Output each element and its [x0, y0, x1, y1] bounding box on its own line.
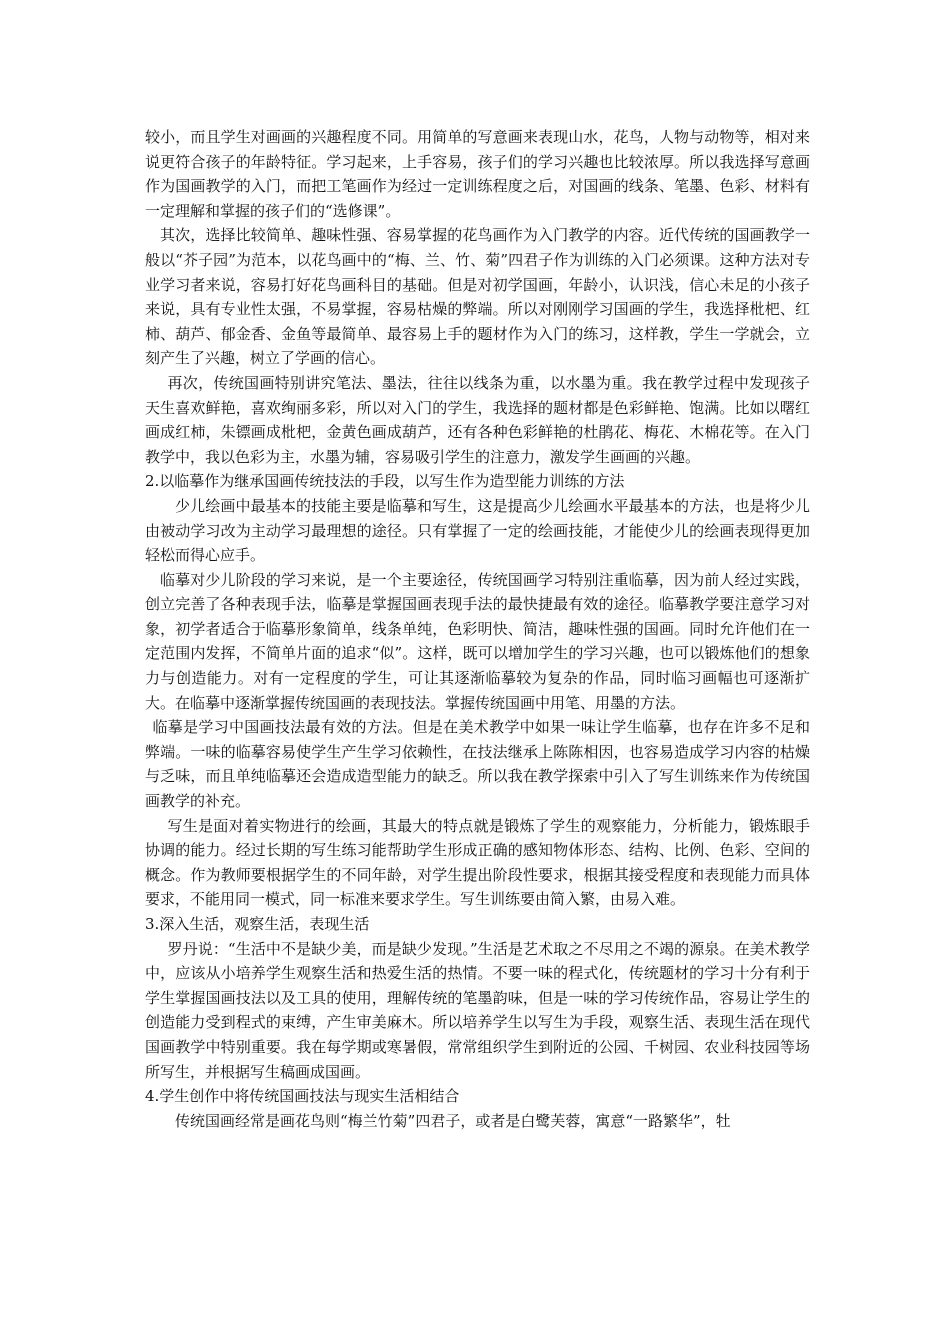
paragraph-4: 少儿绘画中最基本的技能主要是临摹和写生，这是提高少儿绘画水平最基本的方法，也是将少儿由被动学习改为主动学习最理想的途径。只有掌握了一定的绘画技能，才能使少儿的绘画表现得更加轻松而得心应手。 [145, 496, 810, 565]
paragraph-6: 临摹是学习中国画技法最有效的方法。但是在美术教学中如果一味让学生临摹，也存在许多不足和弊端。一味的临摹容易使学生产生学习依赖性，在技法继承上陈陈相因，也容易造成学习内容的枯燥与乏味，而且单纯临摹还会造成造型能力的缺乏。所以我在教学探索中引入了写生训练来作为传统国画教学的补充。 [145, 718, 810, 811]
paragraph-8: 罗丹说：“生活中不是缺少美，而是缺少发现。”生活是艺术取之不尽用之不竭的源泉。在美术教学中，应该从小培养学生观察生活和热爱生活的热情。不要一味的程式化，传统题材的学习十分有利于学生掌握国画技法以及工具的使用，理解传统的笔墨韵味，但是一味的学习传统作品，容易让学生的创造能力受到程式的束缚，产生审美麻木。所以培养学生以写生为手段，观察生活、表现生活在现代国画教学中特别重要。我在每学期或寒暑假，常常组织学生到附近的公园、千树园、农业科技园等场所写生，并根据写生稿画成国画。 [145, 939, 810, 1081]
paragraph-3: 再次，传统国画特别讲究笔法、墨法，往往以线条为重，以水墨为重。我在教学过程中发现孩子天生喜欢鲜艳，喜欢绚丽多彩，所以对入门的学生，我选择的题材都是色彩鲜艳、饱满。比如以曙红画成红柿，朱镖画成枇杷，金黄色画成葫芦，还有各种色彩鲜艳的杜鹃花、梅花、木棉花等。在入门教学中，我以色彩为主，水墨为辅，容易吸引学生的注意力，激发学生画画的兴趣。 [145, 373, 810, 466]
paragraph-2: 其次，选择比较简单、趣味性强、容易掌握的花鸟画作为入门教学的内容。近代传统的国画教学一般以“芥子园”为范本，以花鸟画中的“梅、兰、竹、菊”四君子作为训练的入门必须课。这种方法对专业学习者来说，容易打好花鸟画科目的基础。但是对初学国画，年龄小，认识浅，信心未足的小孩子来说，具有专业性太强，不易掌握，容易枯燥的弊端。所以对刚刚学习国画的学生，我选择枇杷、红柿、葫芦、郁金香、金鱼等最简单、最容易上手的题材作为入门的练习，这样教，学生一学就会，立刻产生了兴趣，树立了学画的信心。 [145, 226, 810, 368]
section-heading-2: 2.以临摹作为继承国画传统技法的手段，以写生作为造型能力训练的方法 [145, 472, 625, 491]
paragraph-5: 临摹对少儿阶段的学习来说，是一个主要途径，传统国画学习特别注重临摹，因为前人经过实践，创立完善了各种表现手法，临摹是掌握国画表现手法的最快捷最有效的途径。临摹教学要注意学习对象，初学者适合于临摹形象简单，线条单纯，色彩明快、简洁，趣味性强的国画。同时允许他们在一定范围内发挥，不简单片面的追求“似”。这样，既可以增加学生的学习兴趣，也可以锻炼他们的想象力与创造能力。对有一定程度的学生，可让其逐渐临摹较为复杂的作品，同时临习画幅也可逐渐扩大。在临摹中逐渐掌握传统国画的表现技法。掌握传统国画中用笔、用墨的方法。 [145, 570, 810, 712]
paragraph-7: 写生是面对着实物进行的绘画，其最大的特点就是锻炼了学生的观察能力，分析能力，锻炼眼手协调的能力。经过长期的写生练习能帮助学生形成正确的感知物体形态、结构、比例、色彩、空间的概念。作为教师要根据学生的不同年龄，对学生提出阶段性要求，根据其接受程度和表现能力而具体要求，不能用同一模式，同一标准来要求学生。写生训练要由简入繁，由易入难。 [145, 816, 810, 909]
section-heading-4: 4.学生创作中将传统国画技法与现实生活相结合 [145, 1087, 460, 1106]
section-heading-3: 3.深入生活，观察生活，表现生活 [145, 915, 370, 933]
paragraph-9: 传统国画经常是画花鸟则“梅兰竹菊”四君子，或者是白鹭芙蓉，寓意“一路繁华”，牡 [175, 1111, 731, 1130]
document-body [145, 125, 810, 1133]
paragraph-1: 较小，而且学生对画画的兴趣程度不同。用简单的写意画来表现山水，花鸟，人物与动物等，相对来说更符合孩子的年龄特征。学习起来，上手容易，孩子们的学习兴趣也比较浓厚。所以我选择写意画作为国画教学的入门，而把工笔画作为经过一定训练程度之后，对国画的线条、笔墨、色彩、材料有一定理解和掌握的孩子们的“选修课”。 [145, 128, 810, 220]
